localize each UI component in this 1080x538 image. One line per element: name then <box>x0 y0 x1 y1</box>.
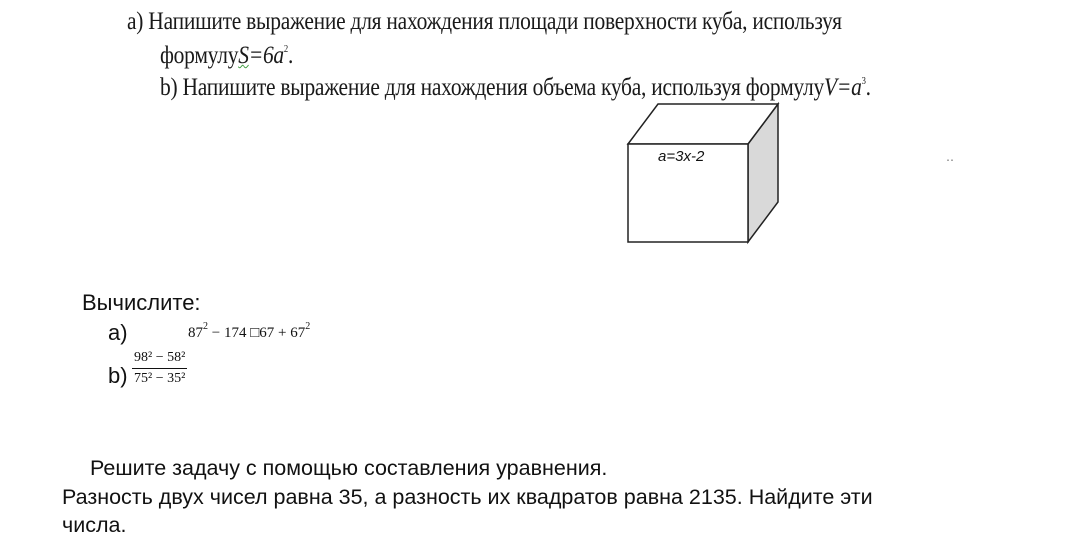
problem-statement: Разность двух чисел равна 35, а разность их квадратов равна 2135. Найдите эти <box>62 485 873 509</box>
formula-s: S <box>238 42 249 69</box>
calc-a-label: а) <box>108 320 128 345</box>
missing-glyph-box: □ <box>250 325 260 341</box>
task-a-line2: $формулуS=6a^2$. <box>160 42 294 69</box>
problem-instruction: Решите задачу с помощью составления уравнения. <box>90 456 608 480</box>
fraction-numerator: 98² − 58² <box>134 350 186 365</box>
formula-v: V=a <box>823 74 862 101</box>
calc-b-fraction <box>132 350 187 387</box>
calc-a-expression: $87^2 - 174$ □67 + $67^2$ <box>188 321 311 341</box>
cube-figure <box>622 100 782 245</box>
calc-b-label: b) <box>108 363 128 388</box>
calc-heading: Вычислите: <box>82 290 201 315</box>
task-a-line1: а) Напишите выражение для нахождения площади поверхности куба, используя <box>127 8 842 35</box>
fraction-bar <box>132 368 187 369</box>
fraction-denominator: 75² − 35² <box>134 371 186 386</box>
problem-statement-end: числа. <box>62 513 127 537</box>
task-b-line: b) Напишите выражение для нахождения объема куба, используя $формулуV=a^3$. <box>160 74 871 101</box>
stray-mark: ‥ <box>946 150 955 164</box>
cube-side-label: a=3x-2 <box>658 148 705 165</box>
